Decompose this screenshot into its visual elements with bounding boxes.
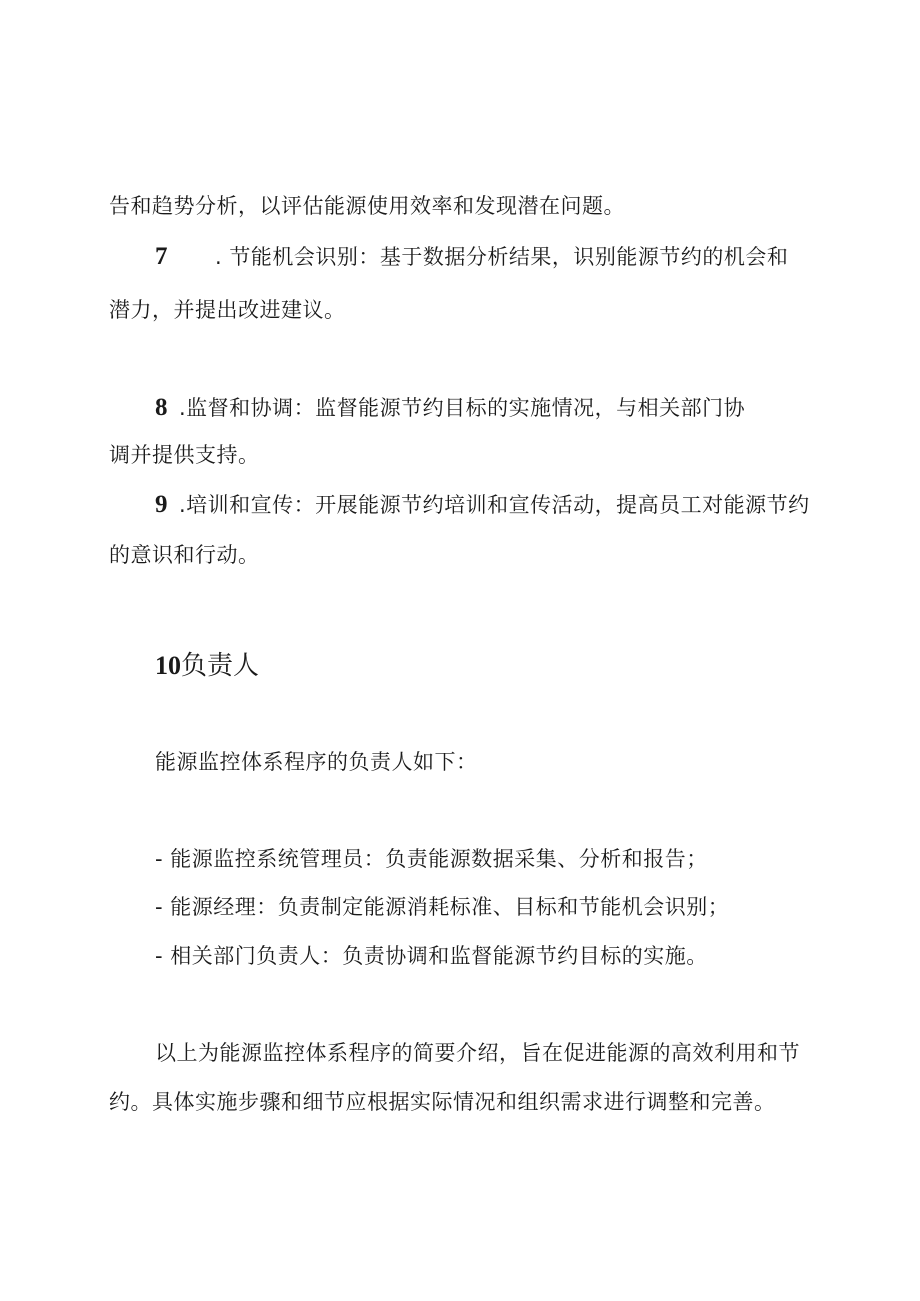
section10-title: 负责人 <box>181 651 260 681</box>
role-list-item-2: - 能源经理：负责制定能源消耗标准、目标和节能机会识别； <box>155 895 730 919</box>
summary-line2: 约。具体实施步骤和细节应根据实际情况和组织需求进行调整和完善。 <box>109 1090 776 1114</box>
responsibles-intro: 能源监控体系程序的负责人如下： <box>155 750 478 774</box>
item9-number: 9 <box>155 491 168 518</box>
item7-line1 <box>155 243 788 271</box>
item8-line2: 调并提供支持。 <box>109 443 260 467</box>
item8-number: 8 <box>155 394 168 421</box>
role-list-item-3: - 相关部门负责人：负责协调和监督能源节约目标的实施。 <box>155 944 708 968</box>
item8-line1-text: .监督和协调：监督能源节约目标的实施情况，与相关部门协 <box>179 396 746 420</box>
item9-line2: 的意识和行动。 <box>109 543 260 567</box>
item6-continuation-text: 告和趋势分析，以评估能源使用效率和发现潜在问题。 <box>109 194 625 218</box>
section10-heading <box>155 650 259 682</box>
item7-number: 7 <box>155 243 168 270</box>
item9-line1-text: .培训和宣传：开展能源节约培训和宣传活动，提高员工对能源节约 <box>179 493 810 517</box>
section10-number: 10 <box>155 651 181 680</box>
summary-line1: 以上为能源监控体系程序的简要介绍，旨在促进能源的高效利用和节 <box>155 1041 800 1065</box>
item8-line1 <box>155 394 745 422</box>
item9-line1 <box>155 491 810 519</box>
role-list-item-1: - 能源监控系统管理员：负责能源数据采集、分析和报告； <box>155 847 708 871</box>
item7-line1-text: . 节能机会识别：基于数据分析结果，识别能源节约的机会和 <box>215 245 789 269</box>
item7-line2: 潜力，并提出改进建议。 <box>109 298 346 322</box>
